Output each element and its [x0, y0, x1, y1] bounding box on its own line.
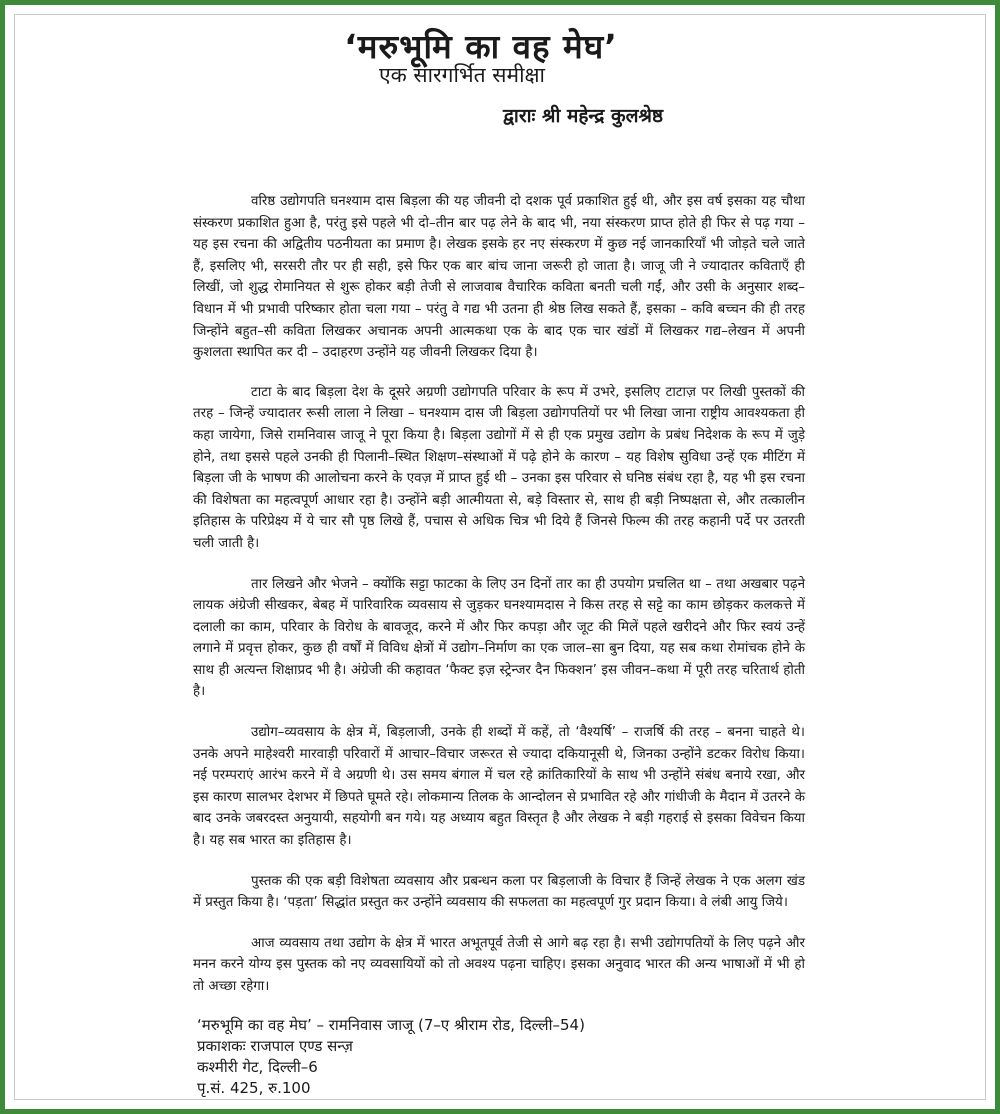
paragraph-2: टाटा के बाद बिड़ला देश के दूसरे अग्रणी उद्योगपति परिवार के रूप में उभरे, इसलिए टाटाज़ पर लिखी पुस्तकों की तरह – जिन्हें ज्यादातर रूसी लाला ने लिखा – घनश्याम दास जी बिड़ला उद्योगपतियों पर भी लिखा जाना राष्ट्रीय आवश्यकता ही कहा जायेगा, जिसे रामनिवास जाजू ने पूरा किया है। बिड़ला उद्योगों में से ही एक प्रमुख उद्योग के प्रबंध निदेशक के रूप में जुड़े होने, तथा इससे पहले उनकी ही पिलानी–स्थित शिक्षण–संस्थाओं में पढ़े होने के कारण – यह विशेष सुविधा उन्हें एक मीटिंग में बिड़ला जी के भाषण की आलोचना करने के एवज़ में प्राप्त हुई थी – उनका इस परिवार से घनिष्ठ संबंध रहा है, यह भी इस रचना की विशेषता का महत्वपूर्ण आधार रहा है। उन्होंने बड़ी आत्मीयता से, बड़े विस्तार से, साथ ही बड़ी निष्पक्षता से, और तत्कालीन इतिहास के परिप्रेक्ष्य में ये चार सौ पृष्ठ लिखे हैं, पचास से अधिक चित्र भी दिये हैं जिनसे फिल्म की तरह कहानी पर्दे पर उतरती चली जाती है।	[193, 384, 805, 551]
book-title-line: ‘मरुभूमि का वह मेघ’ – रामनिवास जाजू (7–ए श्रीराम रोड, दिल्ली–54)	[197, 1016, 585, 1034]
paragraph-4: उद्योग–व्यवसाय के क्षेत्र में, बिड़लाजी, उनके ही शब्दों में कहें, तो ‘वैश्यर्षि’ – राजर्षि की तरह – बनना चाहते थे। उनके अपने माहेश्वरी मारवाड़ी परिवारों में आचार–विचार जरूरत से ज्यादा दकियानूसी थे, जिनका उन्होंने डटकर विरोध किया। नई परम्पराएं आरंभ करने में वे अग्रणी थे। उस समय बंगाल में चल रहे क्रांतिकारियों के साथ भी उन्होंने संबंध बनाये रखा, और इस कारण सालभर देशभर में छिपते घूमते रहे। लोकमान्य तिलक के आन्दोलन से प्रभावित रहे और गांधीजी के मैदान में उतरने के बाद उनके जबरदस्त अनुयायी, सहयोगी बन गये। यह अध्याय बहुत विस्तृत है और लेखक ने बड़ी गहराई से इसका विवेचन किया है। यह सब भारत का इतिहास है।	[193, 725, 805, 849]
publisher-line: प्रकाशकः राजपाल एण्ड सन्ज़	[197, 1037, 353, 1055]
paragraph-1: वरिष्ठ उद्योगपति घनश्याम दास बिड़ला की यह जीवनी दो दशक पूर्व प्रकाशित हुई थी, और इस वर्ष इसका यह चौथा संस्करण प्रकाशित हुआ है, परंतु इसे पहले भी दो–तीन बार पढ़ लेने के बाद भी, नया संस्करण प्राप्त होते ही फिर से पढ़ गया – यह इस रचना की अद्वितीय पठनीयता का प्रमाण है। लेखक इसके हर नए संस्करण में कुछ नई जानकारियाँ भी जोड़ते चले जाते हैं, इसलिए भी, सरसरी तौर पर ही सही, इसे फिर एक बार बांच जाना जरूरी हो जाता है। जाजू जी ने ज्यादातर कविताएँ ही लिखीं, जो शुद्ध रोमानियत से शुरू होकर बड़ी तेजी से लाजवाब वैचारिक कविता बनती चली गईं, और उसी के अनुसार शब्द–विधान में भी प्रभावी परिष्कार होता चला गया – परंतु वे गद्य भी उतना ही श्रेष्ठ लिख सकते हैं, इसका – कवि बच्चन की ही तरह जिन्होंने बहुत–सी कविता लिखकर अचानक अपनी आत्मकथा एक के बाद एक चार खंडों में लिखकर गद्य–लेखन में अपनी कुशलता स्थापित कर दी – उदाहरण उन्होंने यह जीवनी लिखकर दिया है।	[193, 194, 805, 361]
article-body	[193, 191, 805, 1017]
paragraph-5: पुस्तक की एक बड़ी विशेषता व्यवसाय और प्रबन्धन कला पर बिड़लाजी के विचार हैं जिन्हें लेखक ने एक अलग खंड में प्रस्तुत किया है। ‘पड़ता’ सिद्धांत प्रस्तुत कर उन्होंने व्यवसाय की सफलता का महत्वपूर्ण गुर प्रदान किया। वे लंबी आयु जिये।	[193, 873, 805, 911]
article-subtitle: एक सारगर्भित समीक्षा	[379, 63, 545, 87]
book-details	[197, 1015, 837, 1099]
author-line: द्वाराः श्री महेन्द्र कुलश्रेष्ठ	[503, 105, 664, 127]
paragraph-3: तार लिखने और भेजने – क्योंकि सट्टा फाटका के लिए उन दिनों तार का ही उपयोग प्रचलित था – तथा अखबार पढ़ने लायक अंग्रेजी सीखकर, बेबह में पारिवारिक व्यवसाय से जुड़कर घनश्यामदास ने किस तरह से सट्टे का काम छोड़कर कलकत्ते में दलाली का काम, परिवार के विरोध के बावजूद, करने में और फिर कपड़ा और जूट की मिलें पहले खरीदने और फिर स्वयं उन्हें लगाने में प्रवृत्त होकर, कुछ ही वर्षों में विविध क्षेत्रों में उद्योग–निर्माण का एक जाल–सा बुन दिया, यह सब कथा रोमांचक होने के साथ ही अत्यन्त शिक्षाप्रद भी है। अंग्रेजी की कहावत ‘फैक्ट इज़ स्ट्रेन्जर दैन फिक्शन’ इस जीवन–कथा में पूरी तरह चरितार्थ होती है।	[193, 576, 805, 700]
pages-price-line: पृ.सं. 425, रु.100	[197, 1079, 311, 1097]
publisher-address: कश्मीरी गेट, दिल्ली–6	[197, 1058, 318, 1076]
article-title: ‘मरुभूमि का वह मेघ’	[344, 27, 618, 66]
document-page	[19, 19, 991, 1105]
paragraph-6: आज व्यवसाय तथा उद्योग के क्षेत्र में भारत अभूतपूर्व तेजी से आगे बढ़ रहा है। सभी उद्योगपतियों के लिए पढ़ने और मनन करने योग्य इस पुस्तक को नए व्यवसायियों को तो अवश्य पढ़ना चाहिए। इसका अनुवाद भारत की अन्य भाषाओं में भी हो तो अच्छा रहेगा।	[193, 935, 805, 994]
